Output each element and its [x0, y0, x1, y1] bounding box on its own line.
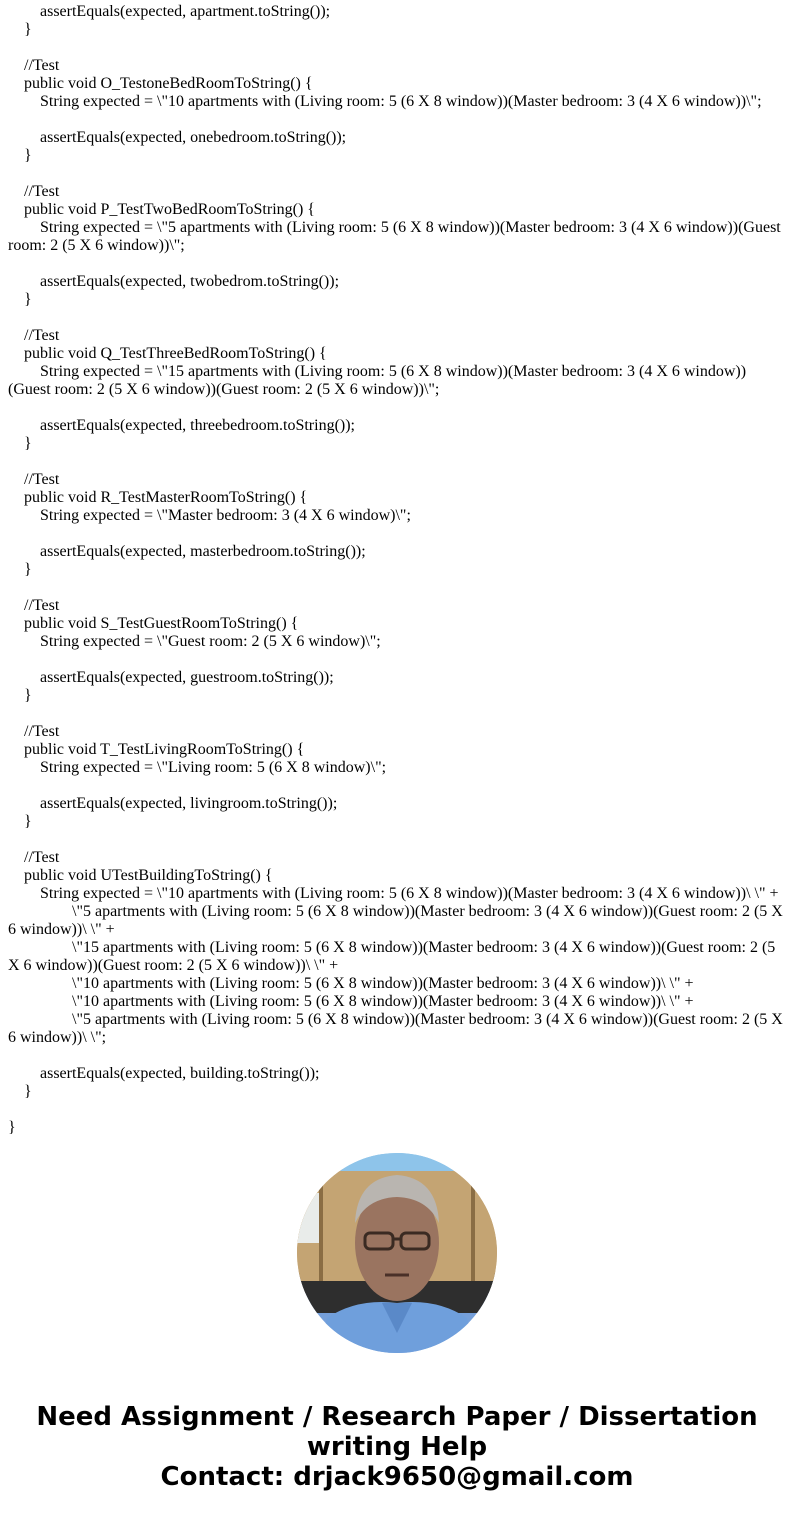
code-line — [8, 1047, 786, 1065]
author-avatar — [297, 1153, 497, 1353]
code-line: assertEquals(expected, livingroom.toString()); — [8, 795, 338, 812]
code-line — [8, 39, 786, 57]
code-line: String expected = \"15 apartments with (Living room: 5 (6 X 8 window))(Master bedroom: 3 (4 X 6 window))(Guest room: 2 (5 X 6 window))(Guest room: 2 (5 X 6 window))\"; — [8, 363, 747, 398]
code-line: assertEquals(expected, guestroom.toString()); — [8, 669, 334, 686]
code-line: public void O_TestoneBedRoomToString() { — [8, 75, 313, 92]
code-line — [8, 1101, 786, 1119]
contact-banner — [0, 1402, 794, 1492]
help-headline: Need Assignment / Research Paper / Dissertation writing Help — [36, 1402, 758, 1462]
code-line: public void Q_TestThreeBedRoomToString() { — [8, 345, 327, 362]
code-line: String expected = \"10 apartments with (Living room: 5 (6 X 8 window))(Master bedroom: 3 (4 X 6 window))\ \" + — [8, 885, 779, 902]
code-line: //Test — [8, 471, 60, 488]
code-line — [8, 651, 786, 669]
code-line: assertEquals(expected, masterbedroom.toString()); — [8, 543, 366, 560]
code-line: } — [8, 1083, 32, 1100]
code-line: //Test — [8, 849, 60, 866]
code-line: String expected = \"10 apartments with (Living room: 5 (6 X 8 window))(Master bedroom: 3 (4 X 6 window))\"; — [8, 93, 762, 110]
code-line: } — [8, 21, 32, 38]
code-line: \"15 apartments with (Living room: 5 (6 X 8 window))(Master bedroom: 3 (4 X 6 window))(Guest room: 2 (5 X 6 window))(Guest room: 2 (5 X 6 window))\ \" + — [8, 939, 780, 974]
code-line: //Test — [8, 327, 60, 344]
code-line: //Test — [8, 723, 60, 740]
code-line: String expected = \"Living room: 5 (6 X 8 window)\"; — [8, 759, 387, 776]
code-line — [8, 165, 786, 183]
code-line: } — [8, 147, 32, 164]
person-photo-icon — [297, 1153, 497, 1353]
code-line: assertEquals(expected, onebedroom.toString()); — [8, 129, 347, 146]
code-line: } — [8, 435, 32, 452]
code-line: String expected = \"5 apartments with (Living room: 5 (6 X 8 window))(Master bedroom: 3 (4 X 6 window))(Guest room: 2 (5 X 6 window))\"; — [8, 219, 785, 254]
code-line — [8, 255, 786, 273]
code-line: assertEquals(expected, threebedroom.toString()); — [8, 417, 355, 434]
code-line — [8, 831, 786, 849]
code-line: String expected = \"Guest room: 2 (5 X 6 window)\"; — [8, 633, 381, 650]
code-line: public void P_TestTwoBedRoomToString() { — [8, 201, 315, 218]
code-line: assertEquals(expected, twobedrom.toString()); — [8, 273, 340, 290]
code-line: assertEquals(expected, building.toString()); — [8, 1065, 320, 1082]
code-line — [8, 579, 786, 597]
code-line — [8, 309, 786, 327]
code-line — [8, 453, 786, 471]
code-line — [8, 705, 786, 723]
code-line: //Test — [8, 597, 60, 614]
contact-email: Contact: drjack9650@gmail.com — [160, 1462, 634, 1492]
code-line: public void R_TestMasterRoomToString() { — [8, 489, 308, 506]
code-line — [8, 399, 786, 417]
code-line: assertEquals(expected, apartment.toString()); — [8, 3, 331, 20]
code-line: } — [8, 813, 32, 830]
code-line: } — [8, 687, 32, 704]
code-line: } — [8, 1119, 16, 1136]
code-line: \"5 apartments with (Living room: 5 (6 X 8 window))(Master bedroom: 3 (4 X 6 window))(Guest room: 2 (5 X 6 window))\ \"; — [8, 1011, 787, 1046]
code-listing — [8, 3, 786, 1137]
code-line: //Test — [8, 183, 60, 200]
code-line: public void T_TestLivingRoomToString() { — [8, 741, 305, 758]
code-line: //Test — [8, 57, 60, 74]
code-line — [8, 525, 786, 543]
code-line: public void UTestBuildingToString() { — [8, 867, 273, 884]
code-line: \"10 apartments with (Living room: 5 (6 X 8 window))(Master bedroom: 3 (4 X 6 window))\ \" + — [8, 993, 694, 1010]
code-line: \"10 apartments with (Living room: 5 (6 X 8 window))(Master bedroom: 3 (4 X 6 window))\ \" + — [8, 975, 694, 992]
code-line — [8, 777, 786, 795]
code-line: public void S_TestGuestRoomToString() { — [8, 615, 299, 632]
code-line: \"5 apartments with (Living room: 5 (6 X 8 window))(Master bedroom: 3 (4 X 6 window))(Guest room: 2 (5 X 6 window))\ \" + — [8, 903, 787, 938]
code-line: String expected = \"Master bedroom: 3 (4 X 6 window)\"; — [8, 507, 411, 524]
code-line: } — [8, 291, 32, 308]
code-line — [8, 111, 786, 129]
code-line: } — [8, 561, 32, 578]
